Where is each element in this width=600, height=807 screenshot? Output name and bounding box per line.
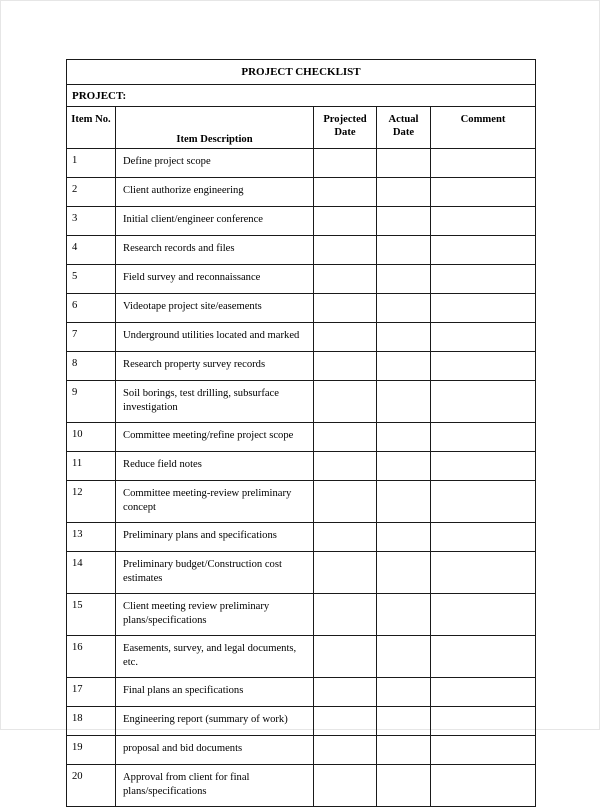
item-description: Research property survey records [116, 352, 314, 381]
header-item-description: Item Description [116, 107, 314, 149]
item-number: 1 [67, 149, 116, 178]
projected-date-cell[interactable] [314, 452, 377, 481]
table-row [67, 452, 536, 481]
actual-date-cell[interactable] [377, 294, 431, 323]
comment-cell[interactable] [431, 265, 536, 294]
item-number: 18 [67, 707, 116, 736]
table-row [67, 207, 536, 236]
header-actual-date: Actual Date [377, 107, 431, 149]
comment-cell[interactable] [431, 636, 536, 678]
comment-cell[interactable] [431, 594, 536, 636]
table-row [67, 381, 536, 423]
header-comment: Comment [431, 107, 536, 149]
item-number: 6 [67, 294, 116, 323]
item-number: 5 [67, 265, 116, 294]
projected-date-cell[interactable] [314, 381, 377, 423]
table-row [67, 594, 536, 636]
table-row [67, 636, 536, 678]
projected-date-cell[interactable] [314, 523, 377, 552]
item-description: Committee meeting/refine project scope [116, 423, 314, 452]
item-number: 17 [67, 678, 116, 707]
comment-cell[interactable] [431, 765, 536, 807]
projected-date-cell[interactable] [314, 678, 377, 707]
comment-cell[interactable] [431, 678, 536, 707]
item-description: Define project scope [116, 149, 314, 178]
projected-date-cell[interactable] [314, 736, 377, 765]
header-projected-date: Projected Date [314, 107, 377, 149]
table-row [67, 736, 536, 765]
comment-cell[interactable] [431, 207, 536, 236]
item-number: 14 [67, 552, 116, 594]
project-field-label: PROJECT: [67, 85, 536, 107]
actual-date-cell[interactable] [377, 265, 431, 294]
actual-date-cell[interactable] [377, 594, 431, 636]
table-row [67, 265, 536, 294]
item-description: Underground utilities located and marked [116, 323, 314, 352]
table-row [67, 481, 536, 523]
comment-cell[interactable] [431, 481, 536, 523]
header-item-no: Item No. [67, 107, 116, 149]
projected-date-cell[interactable] [314, 552, 377, 594]
projected-date-cell[interactable] [314, 294, 377, 323]
comment-cell[interactable] [431, 736, 536, 765]
table-row [67, 352, 536, 381]
projected-date-cell[interactable] [314, 636, 377, 678]
projected-date-cell[interactable] [314, 323, 377, 352]
item-number: 8 [67, 352, 116, 381]
actual-date-cell[interactable] [377, 352, 431, 381]
item-number: 13 [67, 523, 116, 552]
actual-date-cell[interactable] [377, 178, 431, 207]
actual-date-cell[interactable] [377, 381, 431, 423]
projected-date-cell[interactable] [314, 178, 377, 207]
comment-cell[interactable] [431, 381, 536, 423]
actual-date-cell[interactable] [377, 236, 431, 265]
item-number: 10 [67, 423, 116, 452]
item-description: Committee meeting-review preliminary concept [116, 481, 314, 523]
projected-date-cell[interactable] [314, 149, 377, 178]
actual-date-cell[interactable] [377, 207, 431, 236]
comment-cell[interactable] [431, 236, 536, 265]
table-row [67, 294, 536, 323]
item-description: Research records and files [116, 236, 314, 265]
projected-date-cell[interactable] [314, 207, 377, 236]
item-number: 11 [67, 452, 116, 481]
projected-date-cell[interactable] [314, 236, 377, 265]
item-description: Final plans an specifications [116, 678, 314, 707]
projected-date-cell[interactable] [314, 481, 377, 523]
item-description: Approval from client for final plans/specifications [116, 765, 314, 807]
item-number: 12 [67, 481, 116, 523]
actual-date-cell[interactable] [377, 765, 431, 807]
item-number: 2 [67, 178, 116, 207]
item-number: 16 [67, 636, 116, 678]
projected-date-cell[interactable] [314, 594, 377, 636]
projected-date-cell[interactable] [314, 423, 377, 452]
comment-cell[interactable] [431, 452, 536, 481]
projected-date-cell[interactable] [314, 265, 377, 294]
actual-date-cell[interactable] [377, 323, 431, 352]
checklist-title: PROJECT CHECKLIST [67, 60, 536, 85]
table-row [67, 765, 536, 807]
table-row [67, 707, 536, 736]
item-description: Client authorize engineering [116, 178, 314, 207]
table-row [67, 678, 536, 707]
table-row [67, 323, 536, 352]
item-description: Preliminary plans and specifications [116, 523, 314, 552]
item-description: Field survey and reconnaissance [116, 265, 314, 294]
table-row [67, 523, 536, 552]
item-number: 4 [67, 236, 116, 265]
actual-date-cell[interactable] [377, 707, 431, 736]
item-number: 19 [67, 736, 116, 765]
item-description: Preliminary budget/Construction cost estimates [116, 552, 314, 594]
comment-cell[interactable] [431, 552, 536, 594]
actual-date-cell[interactable] [377, 423, 431, 452]
item-number: 9 [67, 381, 116, 423]
comment-cell[interactable] [431, 523, 536, 552]
actual-date-cell[interactable] [377, 636, 431, 678]
comment-cell[interactable] [431, 423, 536, 452]
table-row [67, 149, 536, 178]
item-description: Easements, survey, and legal documents, etc. [116, 636, 314, 678]
table-row [67, 423, 536, 452]
item-description: Reduce field notes [116, 452, 314, 481]
item-description: Videotape project site/easements [116, 294, 314, 323]
comment-cell[interactable] [431, 707, 536, 736]
projected-date-cell[interactable] [314, 352, 377, 381]
item-description: Client meeting review preliminary plans/specifications [116, 594, 314, 636]
table-row [67, 236, 536, 265]
actual-date-cell[interactable] [377, 149, 431, 178]
item-description: Soil borings, test drilling, subsurface investigation [116, 381, 314, 423]
comment-cell[interactable] [431, 323, 536, 352]
item-description: proposal and bid documents [116, 736, 314, 765]
item-number: 20 [67, 765, 116, 807]
project-checklist-table [66, 59, 536, 807]
actual-date-cell[interactable] [377, 452, 431, 481]
actual-date-cell[interactable] [377, 736, 431, 765]
item-number: 7 [67, 323, 116, 352]
table-row [67, 552, 536, 594]
actual-date-cell[interactable] [377, 552, 431, 594]
comment-cell[interactable] [431, 178, 536, 207]
actual-date-cell[interactable] [377, 678, 431, 707]
comment-cell[interactable] [431, 294, 536, 323]
actual-date-cell[interactable] [377, 481, 431, 523]
projected-date-cell[interactable] [314, 707, 377, 736]
item-number: 15 [67, 594, 116, 636]
header-row [67, 107, 536, 149]
item-description: Initial client/engineer conference [116, 207, 314, 236]
comment-cell[interactable] [431, 352, 536, 381]
table-row [67, 178, 536, 207]
comment-cell[interactable] [431, 149, 536, 178]
projected-date-cell[interactable] [314, 765, 377, 807]
item-description: Engineering report (summary of work) [116, 707, 314, 736]
item-number: 3 [67, 207, 116, 236]
actual-date-cell[interactable] [377, 523, 431, 552]
